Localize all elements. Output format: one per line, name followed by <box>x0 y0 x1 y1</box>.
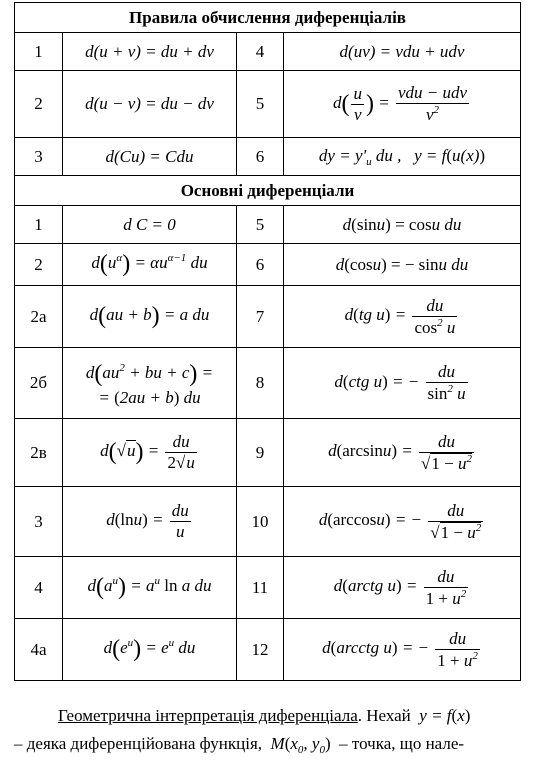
formula-d-arcsin: d(arcsinu) = $\frac{du}{√1 - u^2}$ <box>284 419 521 487</box>
paragraph-text: – деяка диференційована функція, <box>14 734 263 753</box>
rules-header-row <box>15 3 521 33</box>
formula-d-const: d C = 0 <box>63 206 237 244</box>
formula-d-quadratic: $d(au^2$ + bu + c) = = (2au + b) du <box>63 348 237 419</box>
row-number: 4 <box>15 557 63 619</box>
paragraph-line-1 <box>14 706 522 726</box>
basic-header-row <box>15 176 521 206</box>
rules-title: Правила обчислення диференціалів <box>15 3 521 33</box>
row-number: 10 <box>237 487 284 557</box>
formula-d-product: d(uv) = vdu + udv <box>284 33 521 71</box>
row-number: 2 <box>15 244 63 286</box>
row-number: 2в <box>15 419 63 487</box>
basic-row-4 <box>15 348 521 419</box>
formula-d-sum: d(u + v) = du + dv <box>63 33 237 71</box>
section-heading: Геометрична інтерпретація диференціала <box>58 706 358 725</box>
basic-row-2 <box>15 244 521 286</box>
formula-d-ctg: d(ctg u) = − $\frac{du}{\sin^2 u}$ <box>284 348 521 419</box>
basic-row-6 <box>15 487 521 557</box>
row-number: 6 <box>237 244 284 286</box>
row-number: 1 <box>15 33 63 71</box>
basic-row-1 <box>15 206 521 244</box>
row-number: 5 <box>237 206 284 244</box>
formula-d-linear: d(au + b) = a du <box>63 286 237 348</box>
basic-title: Основні диференціали <box>15 176 521 206</box>
formula-d-arctg: d(arctg u) = $\frac{du}{1 + u^2}$ <box>284 557 521 619</box>
row-number: 4 <box>237 33 284 71</box>
formula-point-m: $M(x_0$, $y_0$) <box>266 734 331 756</box>
row-number: 11 <box>237 557 284 619</box>
basic-row-3 <box>15 286 521 348</box>
row-number: 2 <box>15 71 63 138</box>
row-number: 12 <box>237 619 284 681</box>
formula-d-tg: d(tg u) = $\frac{du}{\cos^2 u}$ <box>284 286 521 348</box>
rules-row-2 <box>15 71 521 138</box>
row-number: 5 <box>237 71 284 138</box>
formula-d-sqrt: d(√u) = $\frac{du}{2√u}$ <box>63 419 237 487</box>
formula-d-cos: d(cosu) = − sinu du <box>284 244 521 286</box>
differentials-table <box>14 2 521 681</box>
basic-row-7 <box>15 557 521 619</box>
formula-d-power: $d(u^\alpha) = \alpha u^{\alpha-1}$ du <box>63 244 237 286</box>
paragraph-text: . Нехай <box>357 706 411 725</box>
basic-row-8 <box>15 619 521 681</box>
paragraph-text: – точка, що нале- <box>339 734 465 753</box>
row-number: 3 <box>15 487 63 557</box>
basic-row-5 <box>15 419 521 487</box>
formula-y-fx: y = f(x) <box>415 706 471 725</box>
formula-d-arcctg: d(arcctg u) = − $\frac{du}{1 + u^2}$ <box>284 619 521 681</box>
formula-d-arccos: d(arccosu) = − $\frac{du}{√1 - u^2}$ <box>284 487 521 557</box>
formula-d-quotient: d( $\frac{u}{v}$ ) = $\frac{\text{vdu − udv}}{v^2}$ <box>284 71 521 138</box>
formula-d-constant-multiple: d(Cu) = Cdu <box>63 138 237 176</box>
row-number: 1 <box>15 206 63 244</box>
rules-row-1 <box>15 33 521 71</box>
formula-d-difference: d(u − v) = du − dv <box>63 71 237 138</box>
row-number: 4а <box>15 619 63 681</box>
row-number: 2б <box>15 348 63 419</box>
row-number: 9 <box>237 419 284 487</box>
rules-row-3 <box>15 138 521 176</box>
formula-d-exp-e: $d(e^u) = e^u$ du <box>63 619 237 681</box>
formula-d-composite: dy = $y'_u$ du , y = f(u(x)) <box>284 138 521 176</box>
formula-d-exp-a: $d(a^u) = a^u$ ln a du <box>63 557 237 619</box>
row-number: 3 <box>15 138 63 176</box>
row-number: 2а <box>15 286 63 348</box>
row-number: 7 <box>237 286 284 348</box>
formula-d-ln: d(lnu) = $\frac{du}{u}$ <box>63 487 237 557</box>
formula-d-sin: d(sinu) = cosu du <box>284 206 521 244</box>
paragraph-line-2 <box>14 734 522 760</box>
row-number: 8 <box>237 348 284 419</box>
row-number: 6 <box>237 138 284 176</box>
